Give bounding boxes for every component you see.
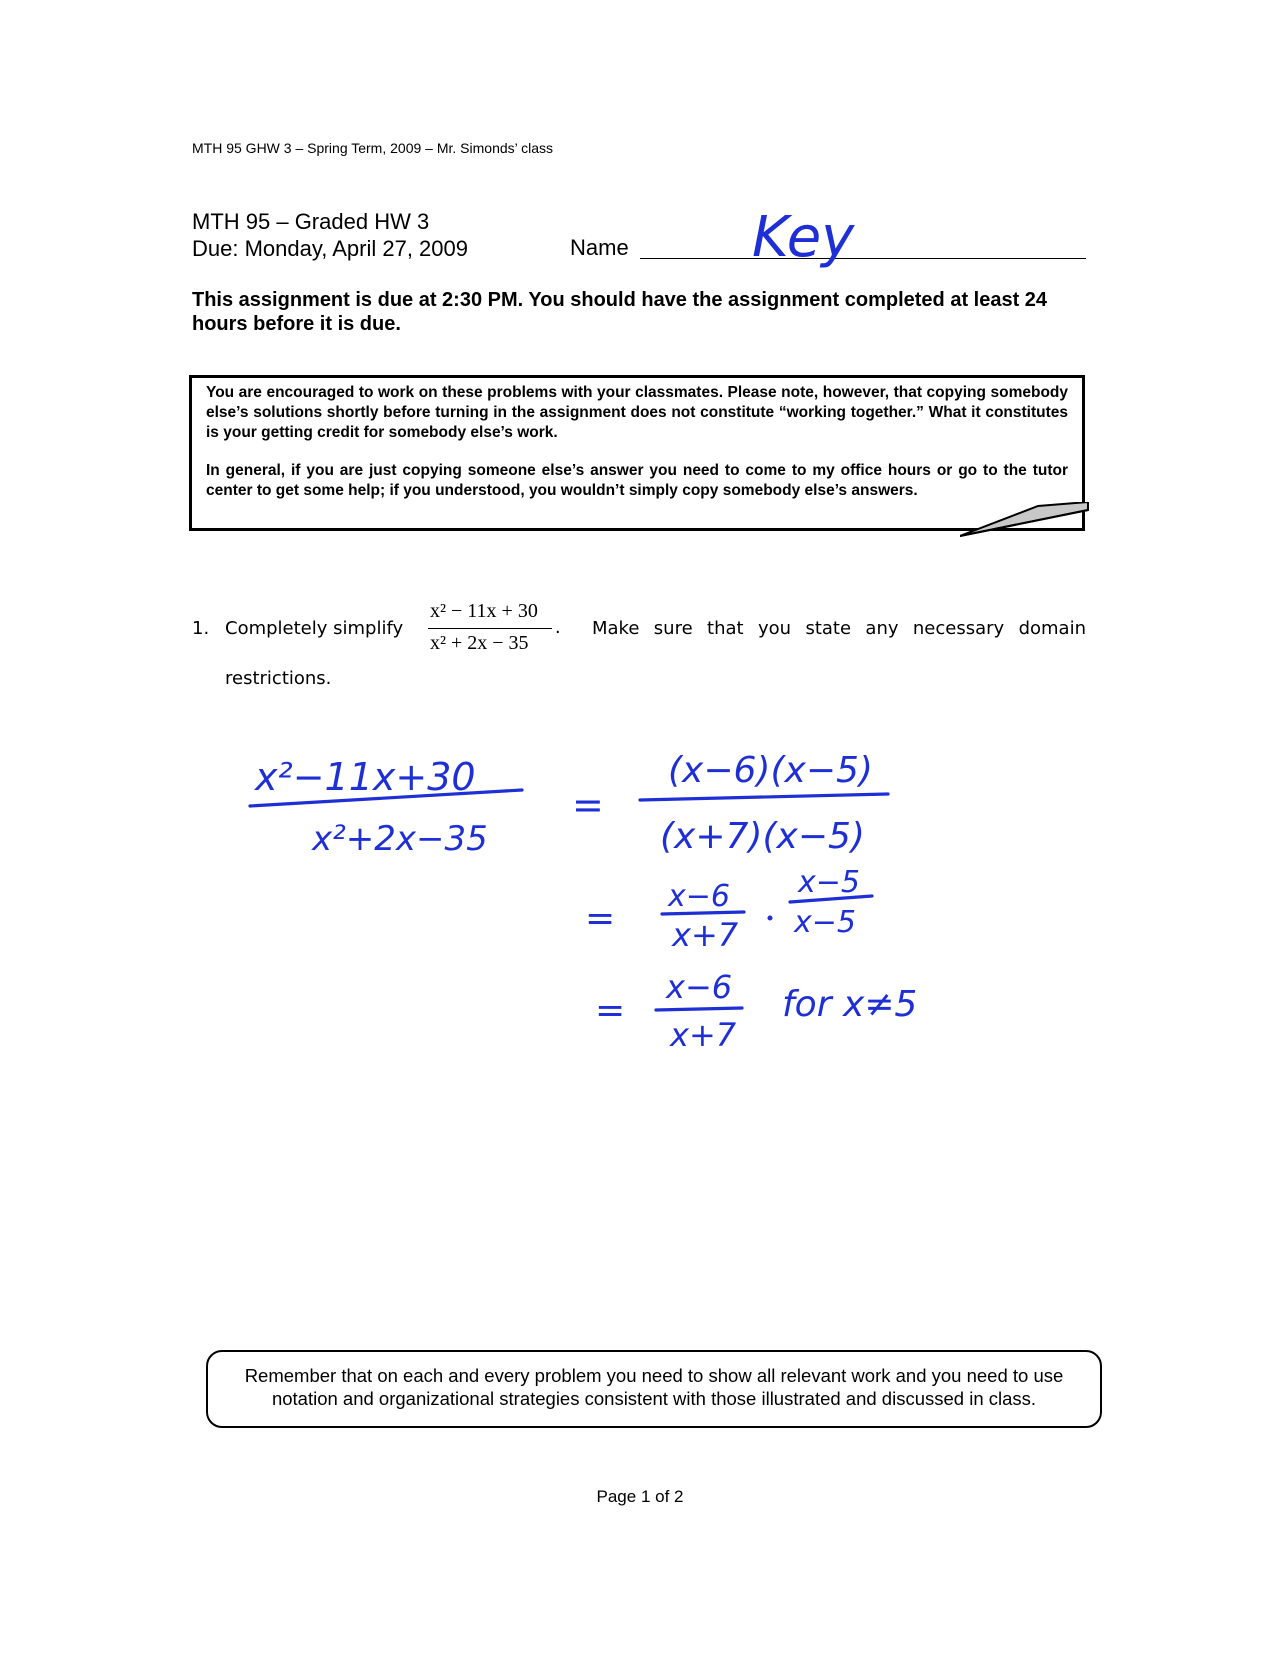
step1-denominator: (x+7)(x−5) xyxy=(660,816,865,857)
tail-word: any xyxy=(865,618,899,639)
domain-restriction: for x≠5 xyxy=(782,984,918,1025)
notice-paragraph-2: In general, if you are just copying someone else’s answer you need to come to my office hours or go to the tutor center to get some help; if you understood, you wouldn’t simply copy somebody else’s answers. xyxy=(206,462,1068,499)
tail-word: state xyxy=(805,618,852,639)
fraction-period: . xyxy=(555,616,561,638)
title-due-date: Due: Monday, April 27, 2009 xyxy=(192,236,468,261)
question-continuation: restrictions. xyxy=(225,668,332,689)
tail-word: you xyxy=(757,618,792,639)
reminder-box xyxy=(206,1350,1102,1428)
question-number: 1. xyxy=(192,618,210,639)
fraction-numerator: x² − 11x + 30 xyxy=(430,600,538,622)
fraction-denominator: x² + 2x − 35 xyxy=(430,632,529,654)
step3-numerator: x−6 xyxy=(666,968,733,1006)
step1-fraction-bar xyxy=(640,794,888,800)
step1-numerator: (x−6)(x−5) xyxy=(668,750,873,791)
step2-a-denominator: x+7 xyxy=(672,916,739,954)
due-note: This assignment is due at 2:30 PM. You should have the assignment completed at least 24 hours before it is due. xyxy=(192,289,1048,335)
step0-denominator: x²+2x−35 xyxy=(312,819,488,859)
tail-word: domain xyxy=(1018,618,1086,639)
step3-fraction-bar xyxy=(656,1008,742,1010)
running-header: MTH 95 GHW 3 – Spring Term, 2009 – Mr. Simonds’ class xyxy=(192,140,554,156)
step1-equals: = xyxy=(572,783,604,827)
title-line-1: MTH 95 – Graded HW 3 xyxy=(192,209,430,234)
question-lead: Completely simplify xyxy=(225,618,404,639)
step3-denominator: x+7 xyxy=(670,1016,737,1054)
tail-word: sure xyxy=(653,618,693,639)
handwritten-name: Key xyxy=(752,205,855,270)
step0-numerator: x²−11x+30 xyxy=(255,755,476,799)
step2-a-fraction-bar xyxy=(662,912,744,914)
step2-b-denominator: x−5 xyxy=(794,905,856,940)
step3-equals: = xyxy=(595,990,626,1031)
step2-a-numerator: x−6 xyxy=(668,879,730,914)
tail-word: Make xyxy=(592,618,640,639)
name-label: Name xyxy=(570,235,629,260)
tail-word: necessary xyxy=(912,618,1005,639)
step2-b-numerator: x−5 xyxy=(798,865,860,900)
reminder-text: Remember that on each and every problem you need to show all relevant work and you need to use notation and organizational strategies consistent with those illustrated and discussed in class. xyxy=(244,1365,1064,1409)
tail-word: that xyxy=(707,618,744,639)
step2-equals: = xyxy=(585,898,616,939)
multiplication-dot-icon xyxy=(768,916,773,921)
notice-paragraph-1: You are encouraged to work on these problems with your classmates. Please note, however, that copying somebody else’s solutions shortly before turning in the assignment does not constitute “working together.” What it constitutes is your getting credit for somebody else’s work. xyxy=(206,384,1068,441)
page-number: Page 1 of 2 xyxy=(596,1487,684,1506)
